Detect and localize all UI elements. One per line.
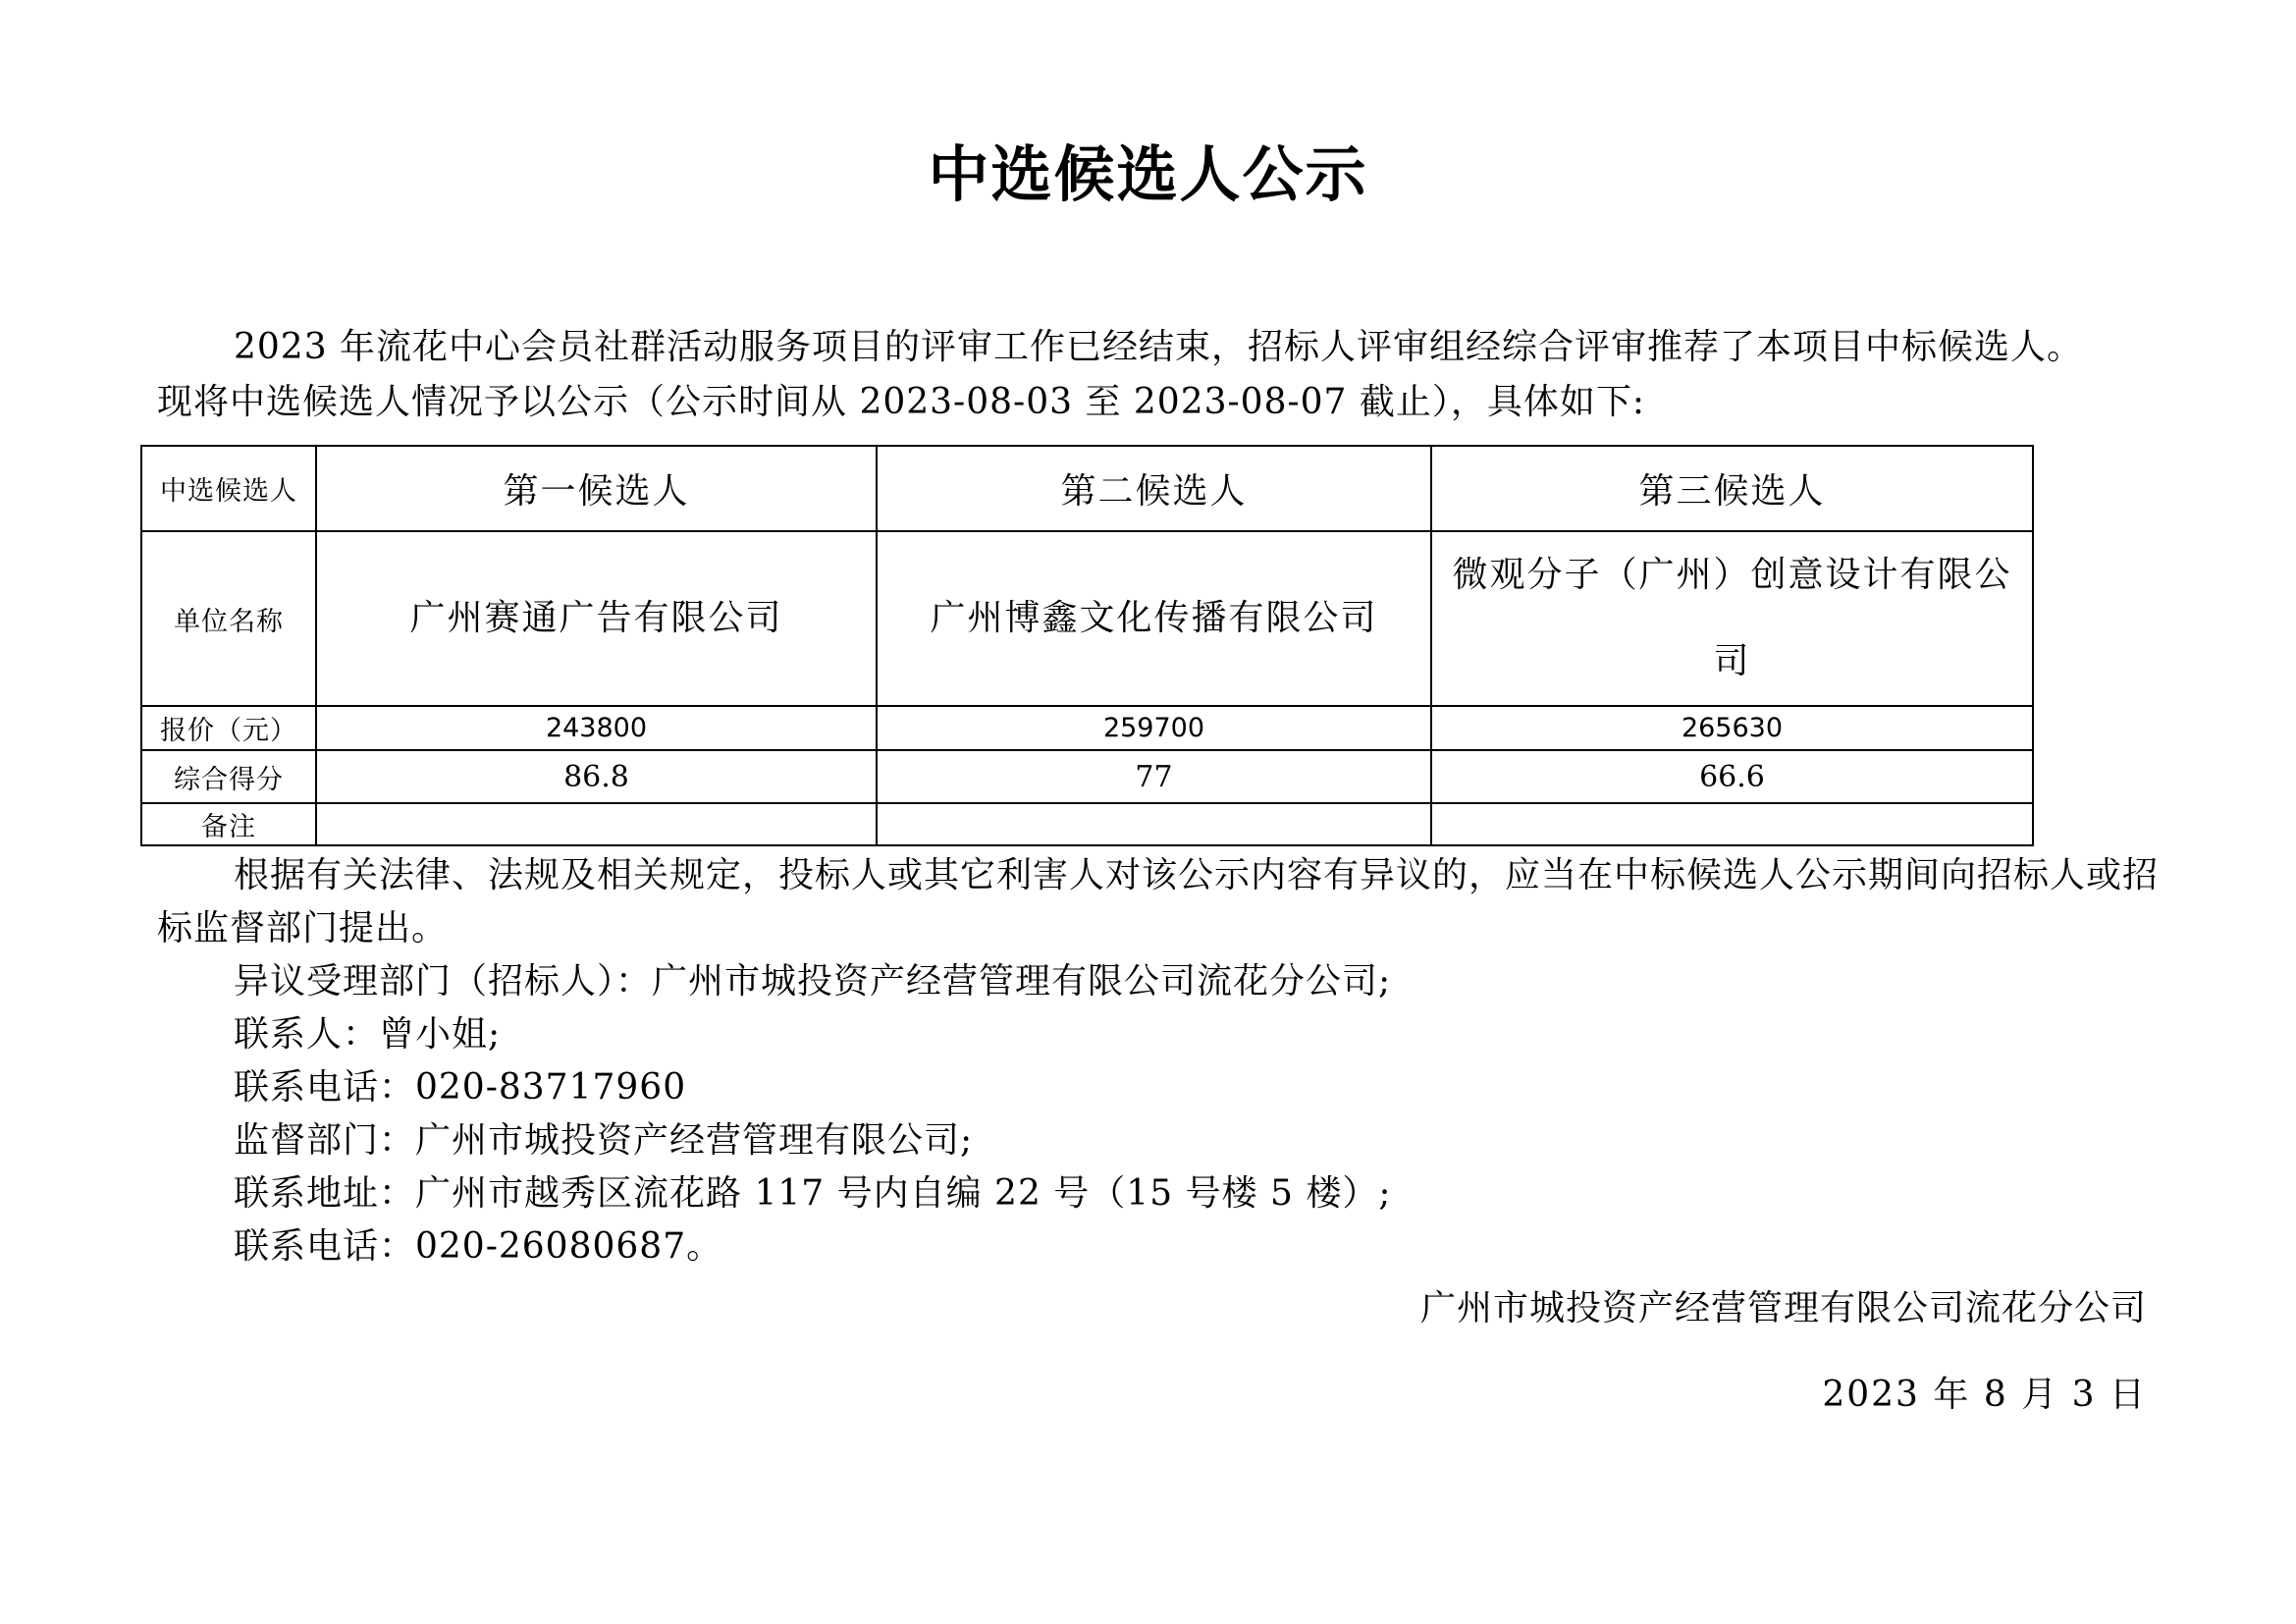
candidate-2-header: 第二候选人 [877,446,1431,531]
candidate-2-score: 77 [877,750,1431,803]
row-label-note: 备注 [141,803,316,845]
table-row [141,750,2033,803]
row-label-candidate: 中选候选人 [141,446,316,531]
supervising-dept: 监督部门：广州市城投资产经营管理有限公司; [234,1120,974,1161]
contact-phone-1: 联系电话：020-83717960 [234,1067,687,1108]
row-label-price: 报价（元） [141,706,316,750]
table-row [141,803,2033,845]
candidate-1-score: 86.8 [316,750,877,803]
candidate-1-unit: 广州赛通广告有限公司 [316,531,877,706]
candidate-2-price: 259700 [877,706,1431,750]
table-row [141,531,2033,706]
candidate-1-header: 第一候选人 [316,446,877,531]
signature-date: 2023 年 8 月 3 日 [1822,1375,2147,1415]
table-row [141,446,2033,531]
contact-address: 联系地址：广州市越秀区流花路 117 号内自编 22 号（15 号楼 5 楼）; [234,1173,1392,1214]
candidate-1-note [316,803,877,845]
intro-line-1: 2023 年流花中心会员社群活动服务项目的评审工作已经结束，招标人评审组经综合评审推荐了本项目中标候选人。 [234,327,2084,367]
contact-section [157,849,2160,1273]
candidate-3-price: 265630 [1431,706,2033,750]
candidate-3-unit: 微观分子（广州）创意设计有限公司 [1431,531,2033,706]
objection-dept: 异议受理部门（招标人）：广州市城投资产经营管理有限公司流花分公司; [234,961,1392,1001]
row-label-unit: 单位名称 [141,531,316,706]
candidate-3-note [1431,803,2033,845]
page-title: 中选候选人公示 [928,138,1368,210]
intro-line-2: 现将中选候选人情况予以公示（公示时间从 2023-08-03 至 2023-08-07 截止），具体如下: [157,382,1646,422]
contact-phone-2: 联系电话：020-26080687。 [234,1226,723,1267]
table-row [141,706,2033,750]
signature-org: 广州市城投资产经营管理有限公司流花分公司 [1419,1288,2147,1328]
candidate-1-price: 243800 [316,706,877,750]
candidates-table [140,445,2034,846]
candidate-2-note [877,803,1431,845]
intro-paragraph [157,320,2169,430]
candidate-3-score: 66.6 [1431,750,2033,803]
objection-note: 根据有关法律、法规及相关规定，投标人或其它利害人对该公示内容有异议的，应当在中标候选人公示期间向招标人或招标监督部门提出。 [157,855,2160,948]
candidate-3-header: 第三候选人 [1431,446,2033,531]
candidate-2-unit: 广州博鑫文化传播有限公司 [877,531,1431,706]
contact-person: 联系人：曾小姐; [234,1014,502,1055]
row-label-score: 综合得分 [141,750,316,803]
